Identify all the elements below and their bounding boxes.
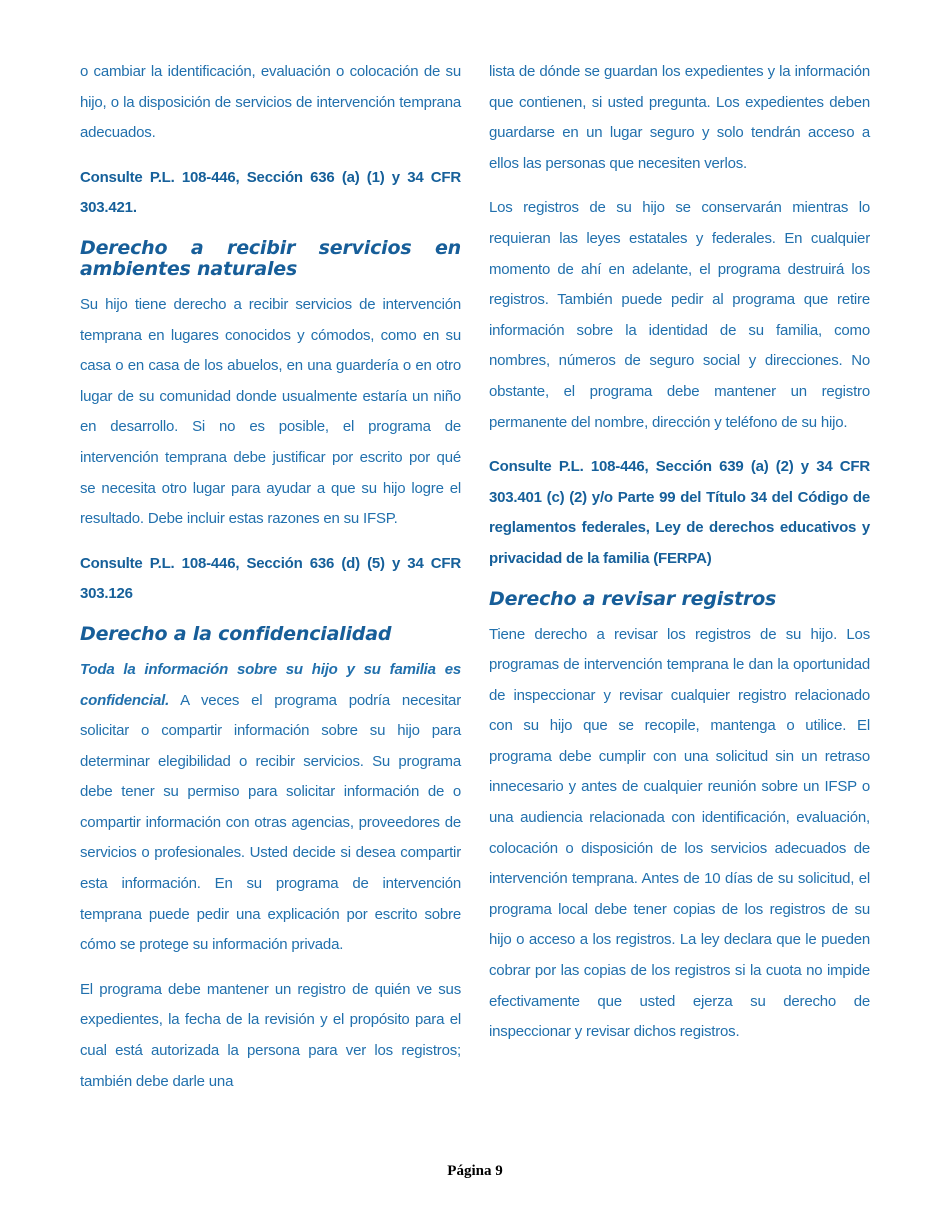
section-heading: Derecho a recibir servicios en ambientes naturales (80, 236, 461, 280)
paragraph: o cambiar la identificación, evaluación o colocación de su hijo, o la disposición de servicios de intervención temprana adecuados. (80, 63, 461, 142)
legal-reference: Consulte P.L. 108-446, Sección 636 (a) (1) y 34 CFR 303.421. (80, 168, 461, 217)
paragraph: lista de dónde se guardan los expedientes y la información que contienen, si usted pregunta. Los expedientes deben guardarse en un lugar seguro y solo tendrán acceso a ellos las personas que necesiten verlos. (489, 63, 870, 172)
paragraph: Tiene derecho a revisar los registros de su hijo. Los programas de intervención temprana le dan la oportunidad de inspeccionar y revisar cualquier registro relacionado con su hijo que se recopile, mantenga o utilice. El programa debe cumplir con una solicitud sin un retraso innecesario y antes de cualquier reunión sobre un IFSP o una audiencia relacionada con identificación, evaluación, colocación o disposición de los servicios adecuados de intervención temprana. Antes de 10 días de su solicitud, el programa local debe tener copias de los registros de su hijo o acceso a los registros. La ley declara que le pueden cobrar por las copias de los registros si la cuota no impide efectivamente que usted ejerza su derecho de inspeccionar y revisar dichos registros. (489, 625, 870, 1041)
paragraph (80, 655, 461, 961)
paragraph-body: A veces el programa podría necesitar solicitar o compartir información sobre su hijo para determinar elegibilidad o recibir servicios. Su programa debe tener su permiso para solicitar información de o compartir información con otras agencias, proveedores de servicios o profesionales. Usted decide si desea compartir esta información. En su programa de intervención temprana puede pedir una explicación por escrito sobre cómo se protege su información privada. (80, 691, 461, 954)
left-column (80, 57, 461, 1111)
section-heading: Derecho a revisar registros (489, 587, 777, 610)
paragraph: Su hijo tiene derecho a recibir servicios de intervención temprana en lugares conocidos y cómodos, como en su casa o en casa de los abuelos, en una guardería o en otro lugar de su comunidad donde usualmente estaría un niño en desarrollo. Si no es posible, el programa de intervención temprana debe justificar por escrito por qué se necesita otro lugar para ayudar a que su hijo logre el resultado. Debe incluir estas razones en su IFSP. (80, 295, 461, 528)
paragraph-lead: Toda la información sobre su hijo y su familia es confidencial. (80, 660, 461, 709)
paragraph: Los registros de su hijo se conservarán mientras lo requieran las leyes estatales y federales. En cualquier momento de ahí en adelante, el programa destruirá los registros. También puede pedir al programa que retire información sobre la identidad de su familia, como nombres, números de seguro social y direcciones. No obstante, el programa debe mantener un registro permanente del nombre, dirección y teléfono de su hijo. (489, 199, 870, 431)
right-column (489, 57, 870, 1062)
legal-reference: Consulte P.L. 108-446, Sección 639 (a) (2) y 34 CFR 303.401 (c) (2) y/o Parte 99 del Título 34 del Código de reglamentos federales, Ley de derechos educativos y privacidad de la familia (FERPA) (489, 458, 870, 567)
page-number: Página 9 (447, 1163, 503, 1179)
legal-reference: Consulte P.L. 108-446, Sección 636 (d) (5) y 34 CFR 303.126 (80, 554, 461, 603)
paragraph: El programa debe mantener un registro de quién ve sus expedientes, la fecha de la revisión y el propósito para el cual está autorizada la persona para ver los registros; también debe darle una (80, 980, 461, 1090)
section-heading: Derecho a la confidencialidad (80, 622, 392, 645)
